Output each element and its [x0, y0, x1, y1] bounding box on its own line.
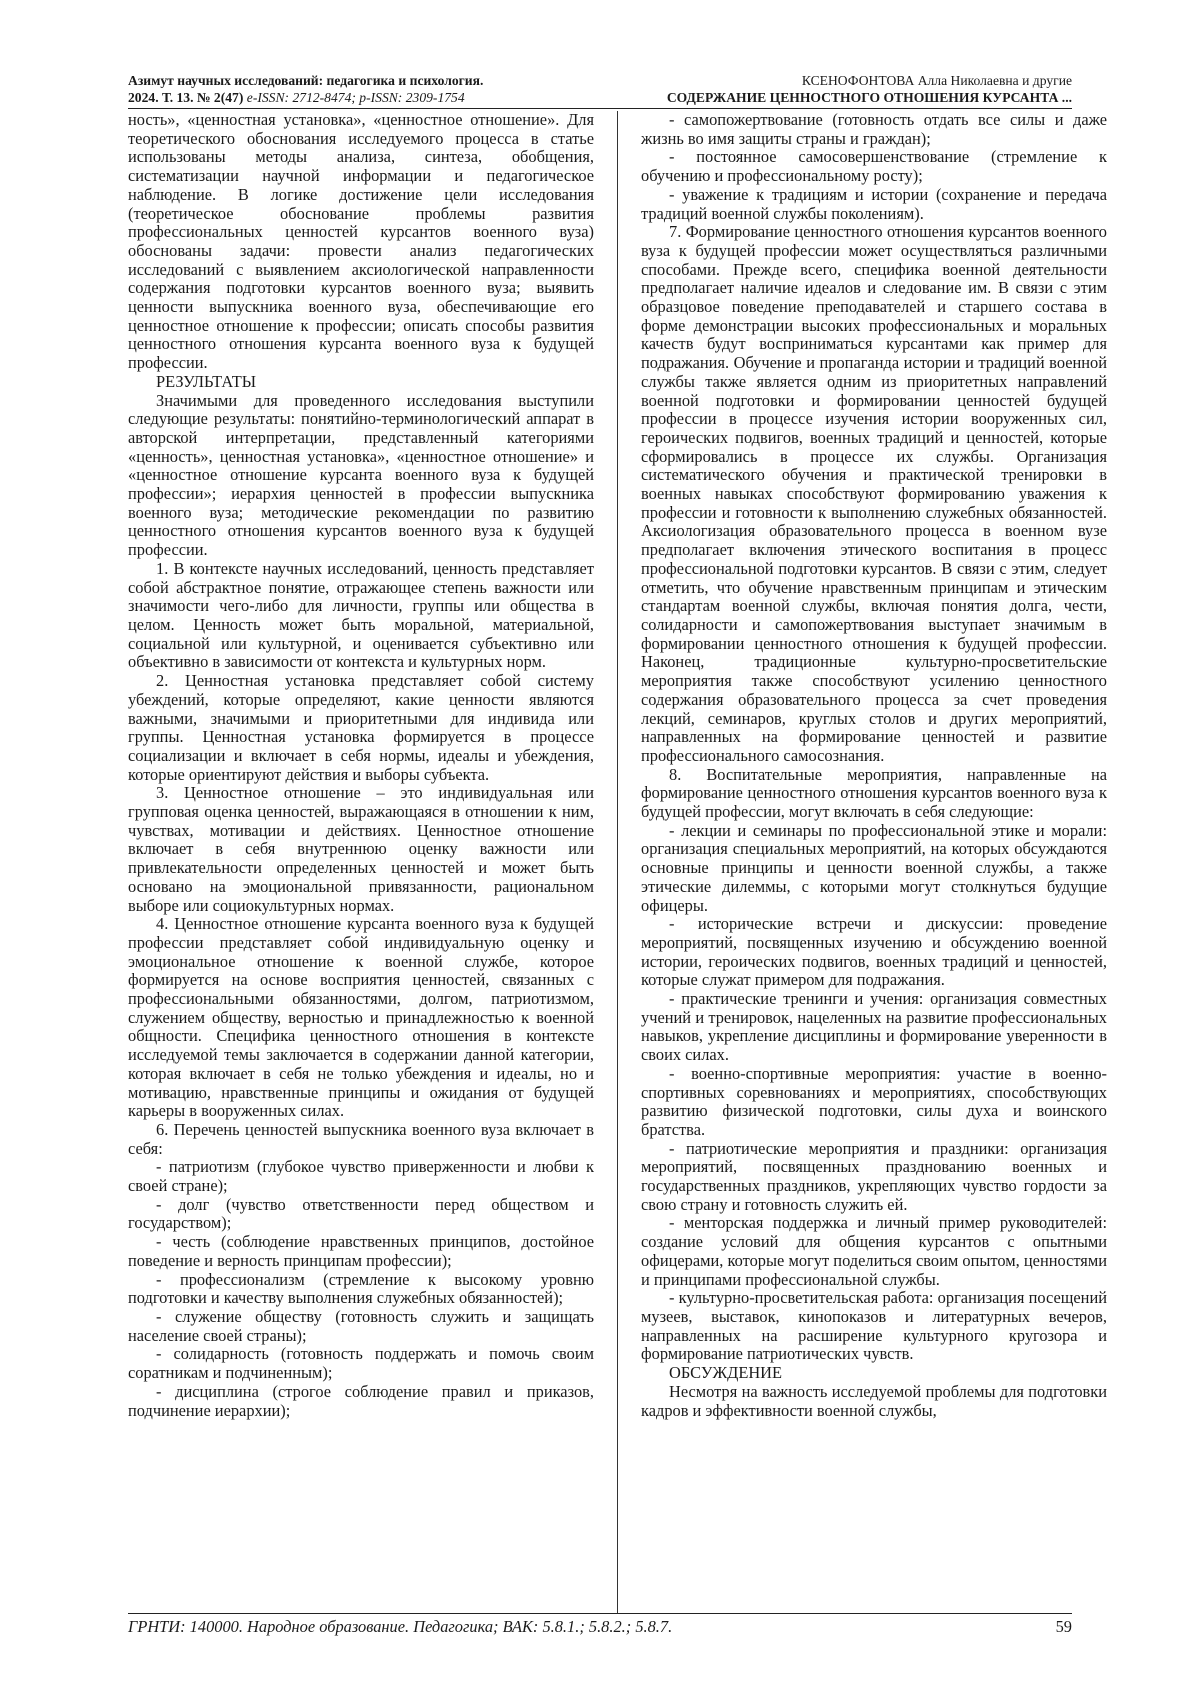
list-item: - самопожертвование (готовность отдать все силы и даже жизнь во имя защиты страны и граждан); — [641, 110, 1107, 148]
journal-info — [128, 72, 483, 106]
list-item: - исторические встречи и дискуссии: проведение мероприятий, посвященных изучению и обсуждению военной истории, героических подвигов, военных традиций и ценностей, которые служат примером для подражания. — [641, 914, 1107, 990]
journal-issn: e-ISSN: 2712-8474; p-ISSN: 2309-1754 — [246, 90, 465, 105]
list-item: - лекции и семинары по профессиональной этике и морали: организация специальных мероприятий, на которых обсуждаются основные принципы и ценности военной службы, а также этические дилеммы, с которыми могут столкнуться будущие офицеры. — [641, 820, 1107, 915]
list-item: - культурно-просветительская работа: организация посещений музеев, выставок, кинопоказов и литературных вечеров, направленных на расширение культурного кругозора и формирование патриотических чувств. — [641, 1288, 1107, 1364]
article-info — [667, 72, 1072, 106]
list-item: - патриотизм (глубокое чувство приверженности и любви к своей стране); — [128, 1157, 594, 1196]
paragraph: 6. Перечень ценностей выпускника военного вуза включает в себя: — [128, 1119, 594, 1158]
article-running-title: СОДЕРЖАНИЕ ЦЕННОСТНОГО ОТНОШЕНИЯ КУРСАНТА ... — [666, 90, 1072, 105]
list-item: - патриотические мероприятия и праздники: организация мероприятий, посвященных празднованию военных и государственных праздников, укрепляющих чувство гордости за свою страну и готовность служить ей. — [641, 1138, 1107, 1214]
list-item: - честь (соблюдение нравственных принципов, достойное поведение и верность принципам профессии); — [128, 1232, 594, 1270]
list-item: - долг (чувство ответственности перед обществом и государством); — [128, 1194, 594, 1233]
paragraph: Значимыми для проведенного исследования выступили следующие результаты: понятийно-терминологический аппарат в авторской интерпретации, представленный категориями «ценность», ценностная установка», «ценностное отношение» и «ценностное отношение курсанта военного вуза к будущей профессии»; иерархия ценностей в профессии выпускника военного вуза; методические рекомендации по развитию ценностного отношения курсантов военного вуза к будущей профессии. — [128, 390, 594, 560]
paragraph: ность», «ценностная установка», «ценностное отношение». Для теоретического обоснования исследуемого процесса в статье использованы методы анализа, синтеза, обобщения, систематизации научной информации и педагогическое наблюдение. В логике достижение цели исследования (теоретическое обоснование проблемы развития профессиональных ценностей курсантов военного вуза) обоснованы задачи: провести анализ педагогических исследований с выявлением аксиологической направленности содержания подготовки курсантов военного вуза; выявить ценности выпускника военного вуза, обеспечивающие его ценностное отношение к профессии; описать способы развития ценностного отношения курсанта военного вуза к будущей профессии. — [128, 110, 594, 373]
paragraph: Несмотря на важность исследуемой проблемы для подготовки кадров и эффективности военной службы, — [641, 1381, 1107, 1420]
article-authors: КСЕНОФОНТОВА Алла Николаевна и другие — [801, 73, 1072, 88]
footer-rule — [128, 1613, 1072, 1614]
paragraph: 4. Ценностное отношение курсанта военного вуза к будущей профессии представляет собой индивидуальную оценку и эмоциональное отношение к военной службе, которое формируется на основе восприятия ценностей, связанных с профессиональными обязанностями, долгом, патриотизмом, служением обществу, верностью и принадлежностью к военной общности. Специфика ценностного отношения в контексте исследуемой темы заключается в содержании данной категории, которая включает в себя не только убеждения и идеалы, но и мотивацию, нравственные принципы и ожидания от будущей карьеры в вооруженных силах. — [128, 914, 594, 1121]
list-item: - дисциплина (строгое соблюдение правил и приказов, подчинение иерархии); — [128, 1381, 594, 1420]
paragraph: 7. Формирование ценностного отношения курсантов военного вуза к будущей профессии может осуществляться различными способами. Прежде всего, специфика военной деятельности предполагает наличие идеалов и следование им. В связи с этим образцовое поведение преподавателей и старшего состава в форме демонстрации высоких профессиональных и моральных качеств будут восприниматься курсантами как пример для подражания. Обучение и пропаганда истории и традиций военной службы также является одним из приоритетных направлений военной подготовки и формировании ценностей будущей профессии в процессе изучения истории вооруженных сил, героических подвигов, военных традиций и ценностей, которые сформировались в процессе их службы. Организация систематического обучения и практической тренировки в военных навыках способствуют формированию уважения к профессии и готовности к выполнению служебных обязанностей. Аксиологизация образовательного процесса в военном вузе предполагает включения этического воспитания в процесс профессиональной подготовки курсантов. В связи с этим, следует отметить, что обучение нравственным принципам и этическим стандартам военной службы, включая понятия долга, чести, солидарности и самопожертвования выступает значимым в формировании ценностного отношения к будущей профессии. Наконец, традиционные культурно-просветительские мероприятия также способствуют усилению ценностного содержания образовательного процесса за счет проведения лекций, семинаров, круглых столов и других мероприятий, направленных на формирование ценностей и развитие профессионального самосознания. — [641, 222, 1107, 765]
header-rule — [128, 108, 1072, 109]
list-item: - практические тренинги и учения: организация совместных учений и тренировок, нацеленных на развитие профессиональных навыков, укрепление дисциплины и формирование уверенности в своих силах. — [641, 989, 1107, 1065]
paragraph: 2. Ценностная установка представляет собой систему убеждений, которые определяют, какие ценности являются важными, значимыми и приоритетными для индивида или группы. Ценностная установка формируется в процессе социализации и включает в себя нормы, идеалы и убеждения, которые ориентируют действия и выборы субъекта. — [128, 671, 594, 784]
running-header — [128, 72, 1072, 108]
list-item: - менторская поддержка и личный пример руководителей: создание условий для общения курсантов с опытными офицерами, которые могут поделиться своим опытом, ценностями и принципами профессиональной службы. — [641, 1213, 1107, 1289]
list-item: - постоянное самосовершенствование (стремление к обучению и профессиональному росту); — [641, 147, 1107, 186]
section-heading-discussion: ОБСУЖДЕНИЕ — [669, 1363, 783, 1383]
list-item: - солидарность (готовность поддержать и помочь своим соратникам и подчиненным); — [128, 1344, 594, 1383]
paragraph: 3. Ценностное отношение – это индивидуальная или групповая оценка ценностей, выражающаяся в отношении к ним, чувствах, мотивации и действиях. Ценностное отношение включает в себя внутреннюю оценку важности или привлекательности определенных ценностей и может быть основано на эмоциональной привязанности, рациональном выборе или социокультурных нормах. — [128, 783, 594, 915]
list-item: - уважение к традициям и истории (сохранение и передача традиций военной службы поколениям). — [641, 184, 1107, 223]
list-item: - профессионализм (стремление к высокому уровню подготовки и качеству выполнения служебных обязанностей); — [128, 1269, 594, 1308]
footer-classification: ГРНТИ: 140000. Народное образование. Педагогика; ВАК: 5.8.1.; 5.8.2.; 5.8.7. — [128, 1617, 673, 1636]
paragraph: 1. В контексте научных исследований, ценность представляет собой абстрактное понятие, отражающее степень важности или значимости чего-либо для личности, группы или общества в целом. Ценность может быть моральной, материальной, социальной или культурной, и оценивается субъективно или объективно в зависимости от контекста и культурных норм. — [128, 558, 594, 672]
paragraph: 8. Воспитательные мероприятия, направленные на формирование ценностного отношения курсантов военного вуза к будущей профессии, могут включать в себя следующие: — [641, 764, 1107, 822]
left-column — [128, 111, 594, 1420]
section-heading-results: РЕЗУЛЬТАТЫ — [156, 371, 257, 391]
list-item: - служение обществу (готовность служить и защищать население своей страны); — [128, 1307, 594, 1345]
column-divider — [617, 111, 618, 1613]
journal-issue: 2024. Т. 13. № 2(47) — [128, 90, 244, 105]
page-number: 59 — [1055, 1617, 1072, 1636]
right-column — [641, 111, 1107, 1420]
list-item: - военно-спортивные мероприятия: участие в военно-спортивных соревнованиях и мероприятиях, способствующих развитию физической подготовки, силы духа и воинского братства. — [641, 1063, 1107, 1139]
journal-name: Азимут научных исследований: педагогика и психология. — [128, 73, 484, 88]
